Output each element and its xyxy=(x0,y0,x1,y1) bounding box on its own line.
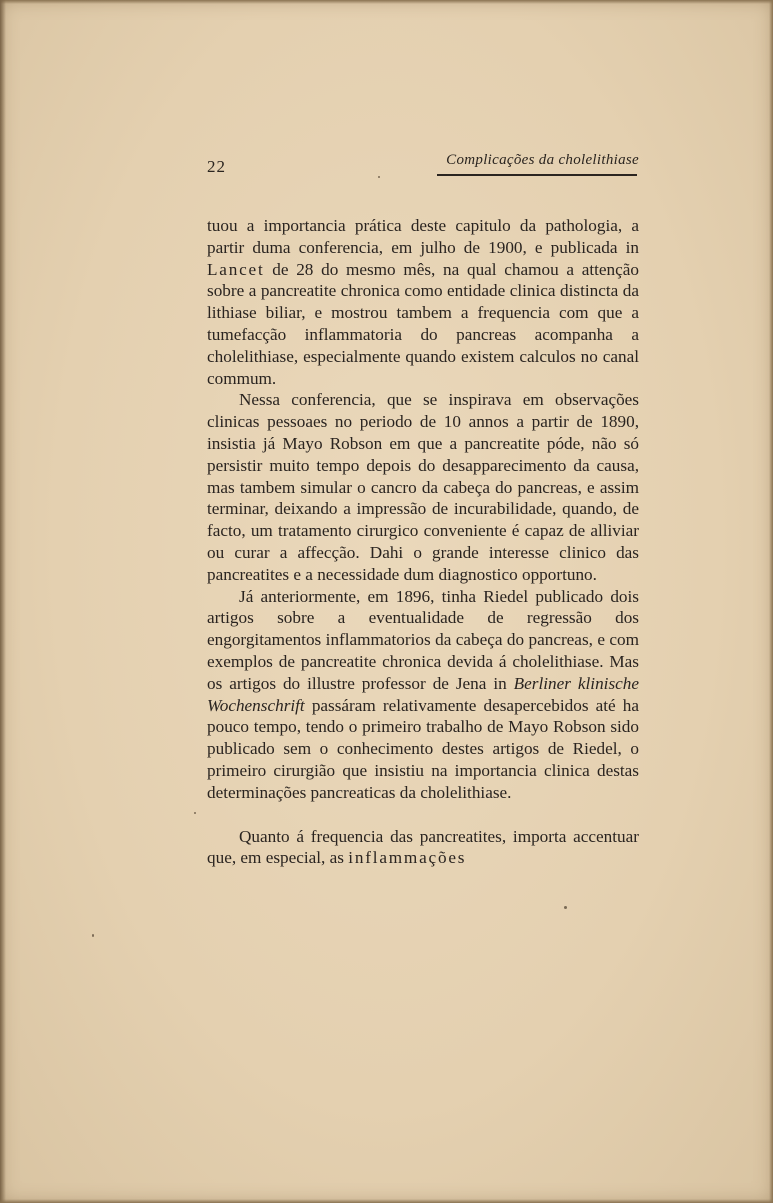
page-edge-left xyxy=(0,0,6,1203)
page-edge-bottom xyxy=(0,1199,773,1203)
paragraph-continuation xyxy=(207,215,639,389)
paragraph-riedel xyxy=(207,586,639,804)
running-title: Complicações da cholelithiase xyxy=(446,152,639,168)
paragraph-conference: Nessa conferencia, que se inspirava em observações clinicas pessoaes no periodo de 10 annos a partir de 1890, insistia já Mayo Robson em que a pancreatite póde, não só persistir muito tempo depois do desapparecimento da causa, mas tambem simular o cancro da cabeça do pancreas, e assim terminar, deixando a impressão de incurabilidade, quando, de facto, um tratamento cirurgico conveniente é capaz de alliviar ou curar a affecção. Dahi o grande interesse clinico das pancreatites e a necessidade dum diagnostico opportuno. xyxy=(207,390,639,584)
page-edge-right xyxy=(769,0,773,1203)
paragraph-text: tuou a importancia prática deste capitulo da pathologia, a partir duma conferencia, em julho de 1900, e publicada in xyxy=(207,216,639,257)
paper-speck xyxy=(378,176,380,178)
page-header xyxy=(207,152,639,180)
header-rule xyxy=(437,174,637,176)
paper-speck xyxy=(194,812,196,814)
paragraph-text: Já anteriormente, em 1896, tinha Riedel publicado dois artigos sobre a eventualidade de regressão dos engorgitamentos inflammatorios da cabeça do pancreas, e com exemplos de pancreatite chronica devida á cholelithiase. Mas os artigos do illustre professor de Jena in xyxy=(207,586,639,693)
paragraph-text: de 28 do mesmo mês, na qual chamou a attenção sobre a pancreatite chronica como entidade clinica distincta da lithiase biliar, e mostrou tambem a frequencia com que a tumefacção inflammatoria do pancreas acompanha a cholelithiase, especialmente quando existem calculos no canal commum. xyxy=(207,259,639,388)
paper-speck xyxy=(92,934,94,937)
page-edge-top xyxy=(0,0,773,4)
paper-speck xyxy=(564,906,567,909)
paragraph-text: Quanto á frequencia das pancreatites, importa accentuar que, em especial, as xyxy=(207,826,639,868)
spaced-word: inflammações xyxy=(348,848,467,868)
journal-name-lancet: Lancet xyxy=(207,259,265,279)
page-number: 22 xyxy=(207,157,226,176)
paragraph-frequency xyxy=(207,826,639,870)
paragraph-text: passáram relativamente desapercebidos até ha pouco tempo, tendo o primeiro trabalho de Mayo Robson sido publicado sem o conhecimento destes artigos de Riedel, o primeiro cirurgião que insistiu na importancia clinica destas determinações pancreaticas da cholelithiase. xyxy=(207,695,639,802)
body-text xyxy=(207,215,639,869)
journal-name-berliner: Berliner klinische Wochenschrift xyxy=(207,673,639,715)
